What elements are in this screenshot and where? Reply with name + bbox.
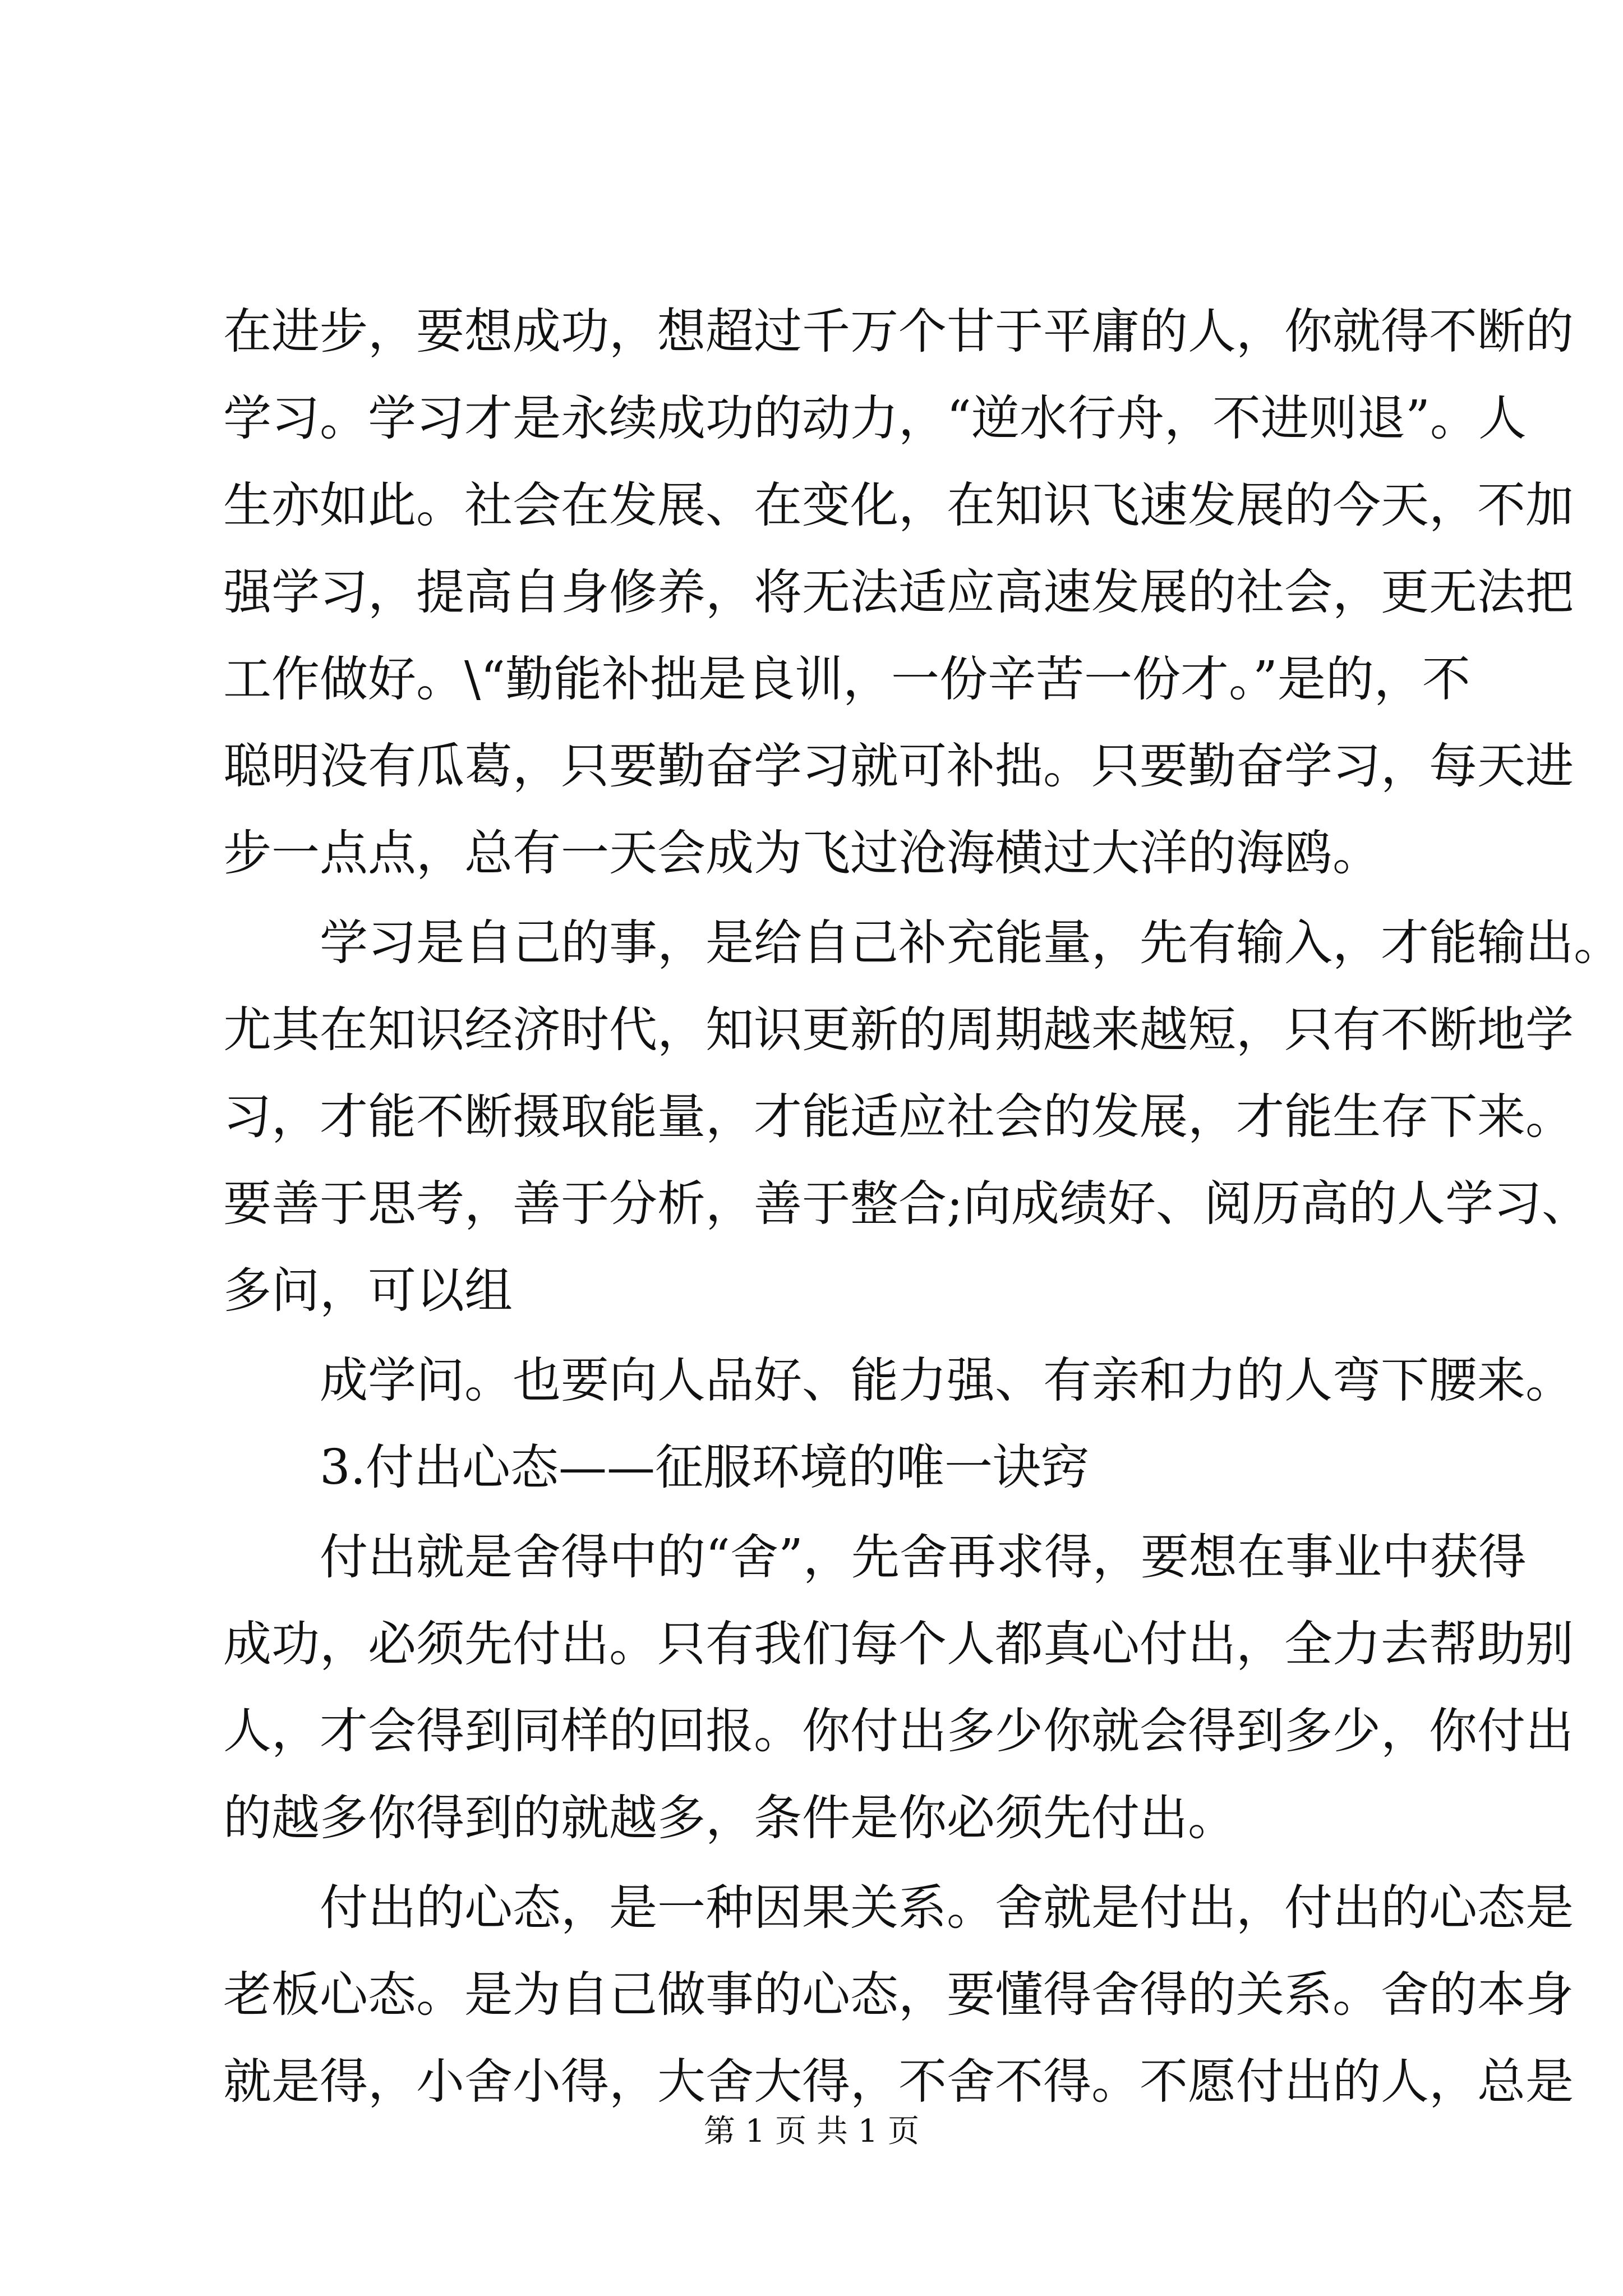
text-line: 老板心态。是为自己做事的心态，要懂得舍得的关系。舍的本身 [223, 1967, 1574, 2023]
text-line: 成学问。也要向人品好、能力强、有亲和力的人弯下腰来。 [320, 1352, 1574, 1409]
text-line: 强学习，提高自身修养，将无法适应高速发展的社会，更无法把 [223, 564, 1574, 620]
text-line: 在进步，要想成功，想超过千万个甘于平庸的人，你就得不断的 [223, 303, 1574, 360]
text-line: 的越多你得到的就越多，条件是你必须先付出。 [223, 1790, 1236, 1846]
text-line: 人，才会得到同样的回报。你付出多少你就会得到多少，你付出 [223, 1703, 1574, 1759]
text-line: 就是得，小舍小得，大舍大得，不舍不得。不愿付出的人，总是 [223, 2054, 1574, 2110]
text-line: 多问，可以组 [223, 1263, 513, 1319]
text-line: 习，才能不断摄取能量，才能适应社会的发展，才能生存下来。 [223, 1089, 1574, 1145]
text-line: 学习。学习才是永续成功的动力，“逆水行舟，不进则退”。人 [223, 390, 1527, 447]
section-heading: 3.付出心态——征服环境的唯一诀窍 [320, 1439, 1090, 1496]
text-line: 成功，必须先付出。只有我们每个人都真心付出，全力去帮助别 [223, 1616, 1574, 1672]
text-line: 步一点点，总有一天会成为飞过沧海横过大洋的海鸥。 [223, 825, 1381, 881]
text-line: 工作做好。\“勤能补拙是良训，一份辛苦一份才。”是的，不 [223, 651, 1470, 707]
text-line: 生亦如此。社会在发展、在变化，在知识飞速发展的今天，不加 [223, 477, 1574, 533]
text-line: 聪明没有瓜葛，只要勤奋学习就可补拙。只要勤奋学习，每天进 [223, 738, 1574, 794]
text-line: 尤其在知识经济时代，知识更新的周期越来越短，只有不断地学 [223, 1002, 1574, 1058]
text-line: 学习是自己的事，是给自己补充能量，先有输入，才能输出。 [320, 915, 1622, 971]
text-line: 付出就是舍得中的“舍”，先舍再求得，要想在事业中获得 [320, 1529, 1527, 1585]
text-line: 付出的心态，是一种因果关系。舍就是付出，付出的心态是 [320, 1880, 1574, 1936]
text-line: 要善于思考，善于分析，善于整合;向成绩好、阅历高的人学习、 [223, 1176, 1590, 1232]
page-footer: 第 1 页 共 1 页 [703, 2113, 920, 2150]
